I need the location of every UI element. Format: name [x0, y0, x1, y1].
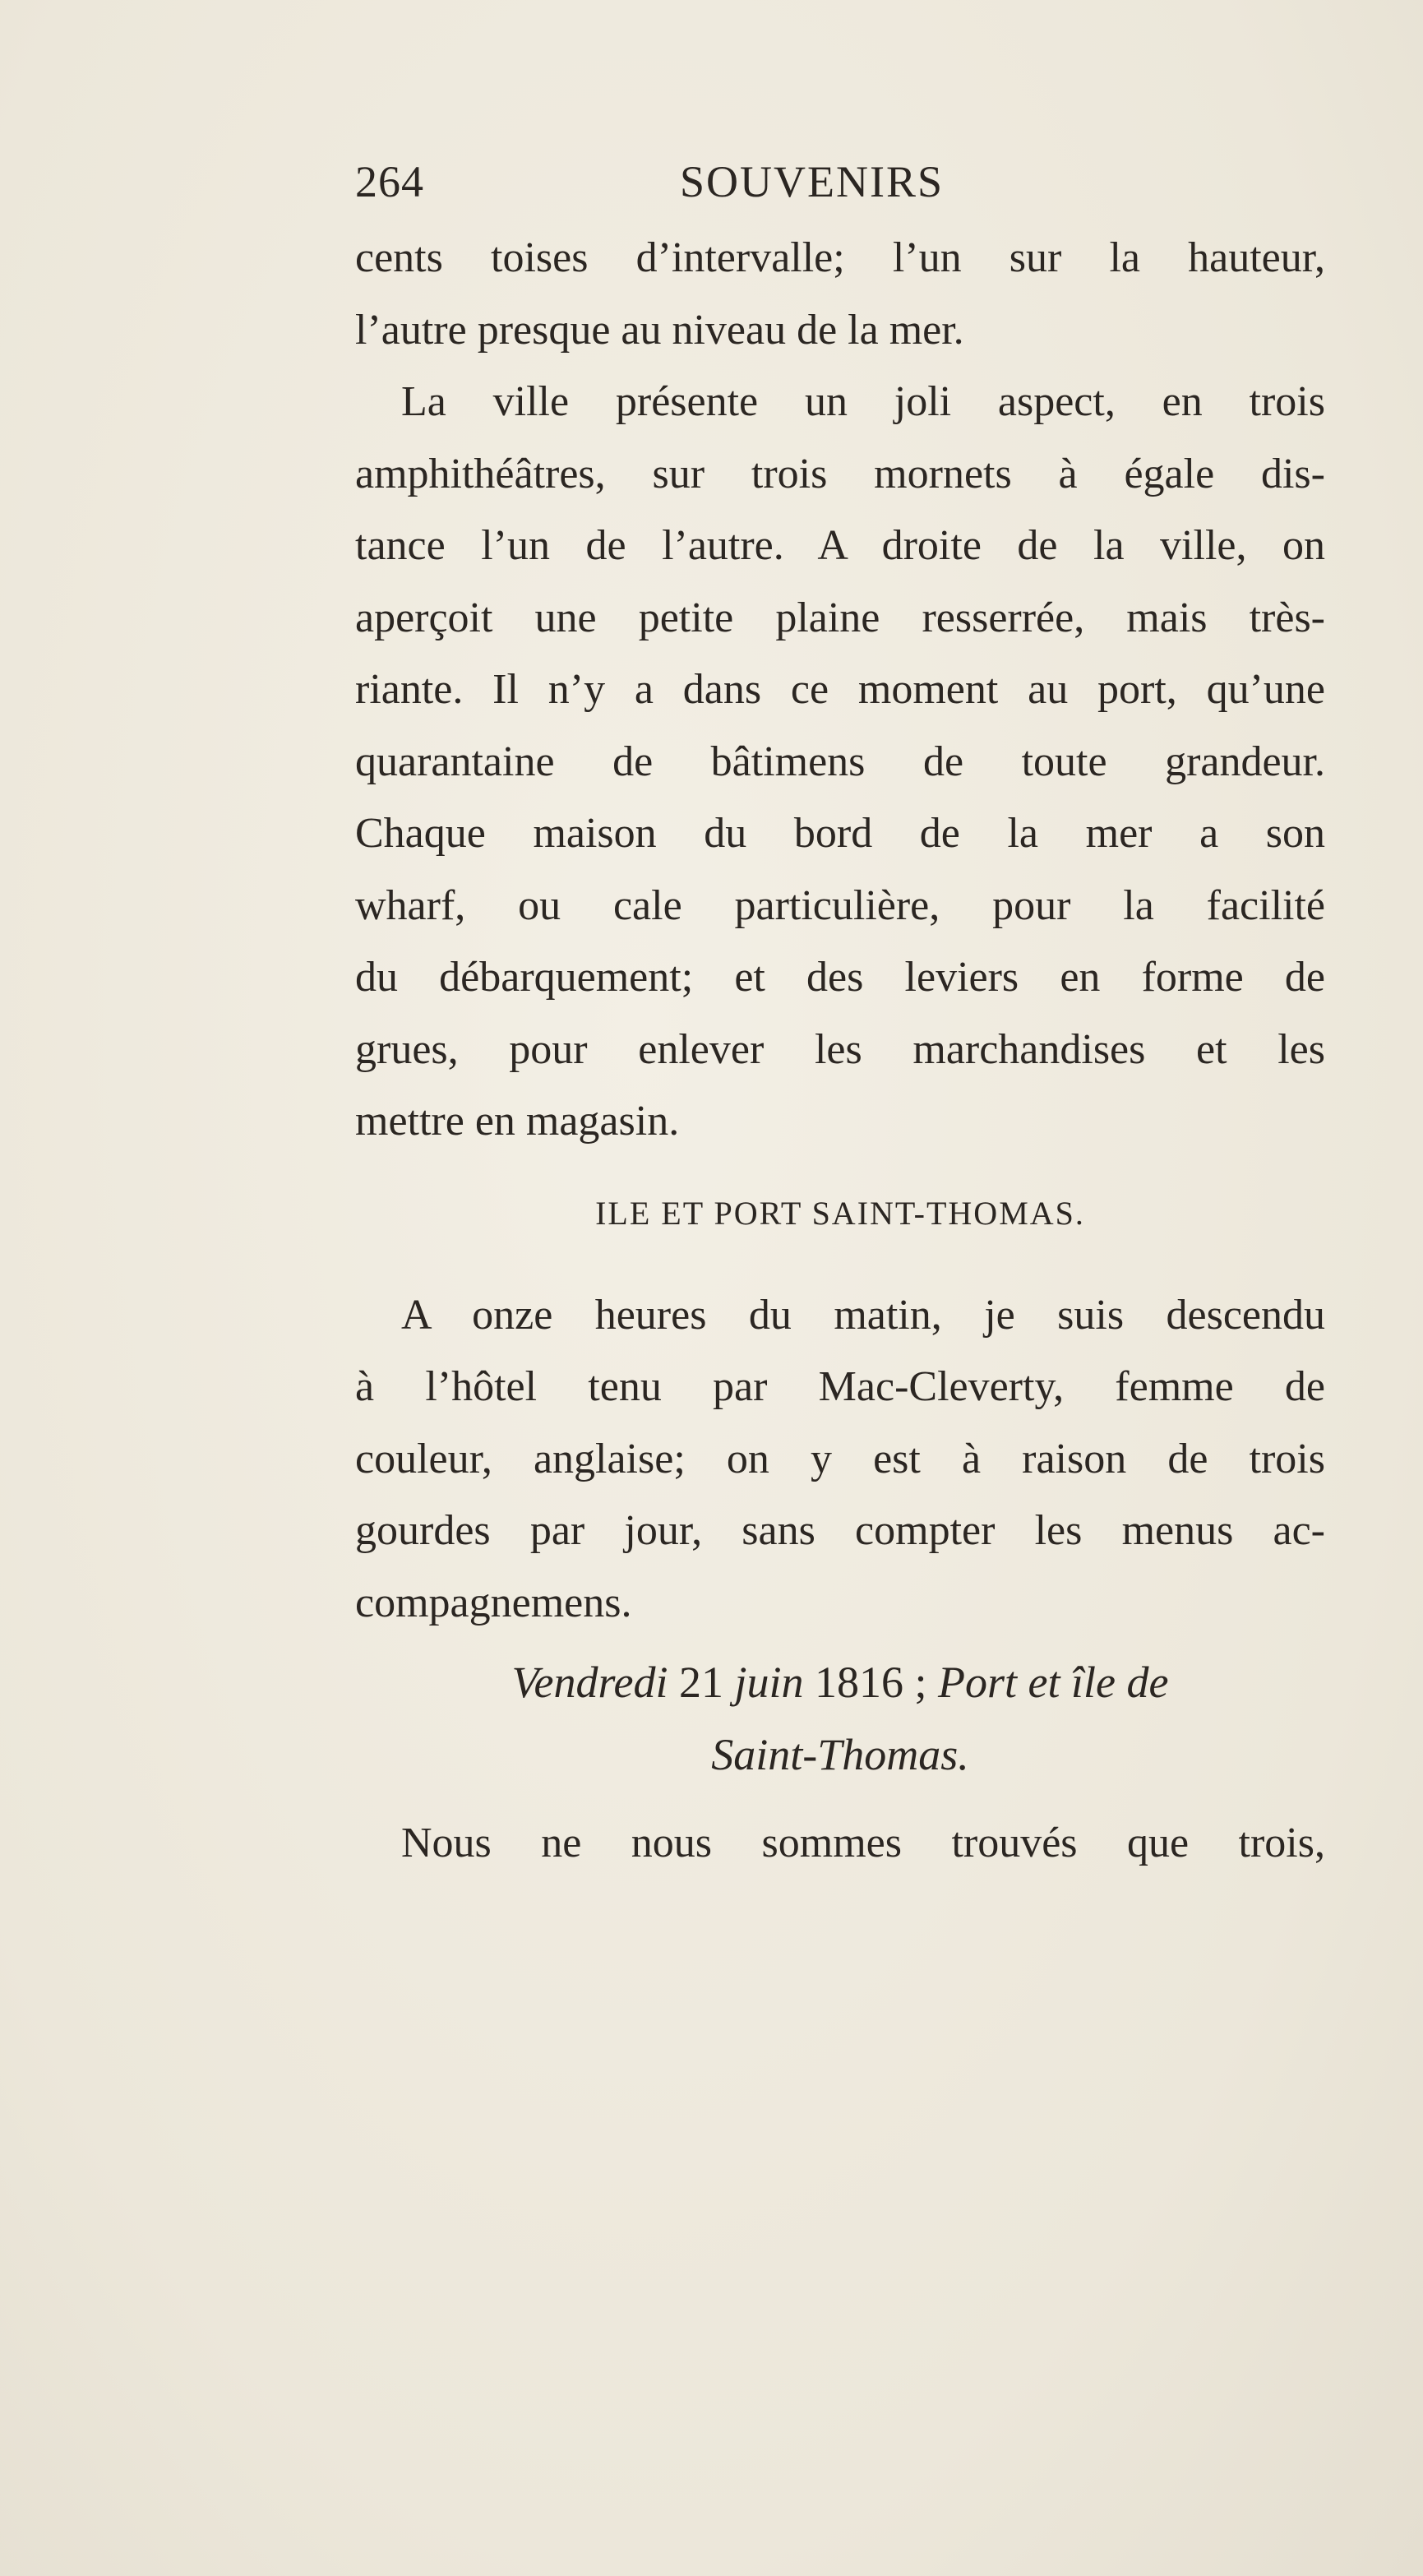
dateline-place-1: Port et île de — [938, 1658, 1169, 1707]
dateline-line-2 — [355, 1719, 1325, 1792]
paragraph-3-line-3: couleur, anglaise; on y est à raison de trois — [355, 1435, 1325, 1482]
paragraph-2-line-10: grues, pour enlever les marchandises et les — [355, 1025, 1325, 1073]
paragraph-2-line-4: aperçoit une petite plaine resserrée, mais très- — [355, 594, 1325, 641]
dateline-day: Vendredi — [511, 1658, 668, 1707]
paragraph-3-line-4: gourdes par jour, sans compter les menus ac- — [355, 1507, 1325, 1554]
paragraph-2-line-5: riante. Il n’y a dans ce moment au port, qu’une — [355, 666, 1325, 713]
dateline-line-1 — [355, 1647, 1325, 1719]
paragraph-3-line-5: compagnemens. — [355, 1579, 632, 1626]
section-heading: ILE ET PORT SAINT-THOMAS. — [595, 1194, 1085, 1232]
paragraph-3-line-1: A onze heures du matin, je suis descendu — [401, 1291, 1325, 1339]
text-block — [355, 148, 1325, 1880]
dateline-place-2: Saint-Thomas. — [711, 1729, 969, 1779]
paragraph-4-line-1: Nous ne nous sommes trouvés que trois, — [401, 1820, 1325, 1866]
page-number: 264 — [355, 157, 424, 206]
paragraph-1-line-2: l’autre presque au niveau de la mer. — [355, 306, 964, 354]
paragraph-2-line-1: La ville présente un joli aspect, en trois — [401, 378, 1325, 425]
paragraph-2-line-6: quarantaine de bâtimens de toute grandeur. — [355, 738, 1325, 785]
dateline-month: juin — [734, 1658, 804, 1707]
dateline — [355, 1639, 1325, 1807]
paragraph-3-line-2: à l’hôtel tenu par Mac-Cleverty, femme de — [355, 1363, 1325, 1410]
running-title: SOUVENIRS — [680, 157, 945, 206]
paragraph-2-line-9: du débarquement; et des leviers en forme de — [355, 954, 1325, 1001]
dateline-year: 1816 — [815, 1658, 904, 1707]
dateline-separator: ; — [914, 1658, 927, 1707]
paragraph-2-line-3: tance l’un de l’autre. A droite de la ville, on — [355, 522, 1325, 569]
paragraph-2-line-11: mettre en magasin. — [355, 1098, 680, 1145]
paragraph-2-line-2: amphithéâtres, sur trois mornets à égale dis- — [355, 450, 1325, 497]
paragraph-1-line-1: cents toises d’intervalle; l’un sur la hauteur, — [355, 234, 1325, 281]
paragraph-2-line-7: Chaque maison du bord de la mer a son — [355, 810, 1325, 857]
dateline-date-number: 21 — [679, 1658, 723, 1707]
running-header — [355, 148, 1325, 222]
paragraph-2-line-8: wharf, ou cale particulière, pour la facilité — [355, 881, 1325, 929]
